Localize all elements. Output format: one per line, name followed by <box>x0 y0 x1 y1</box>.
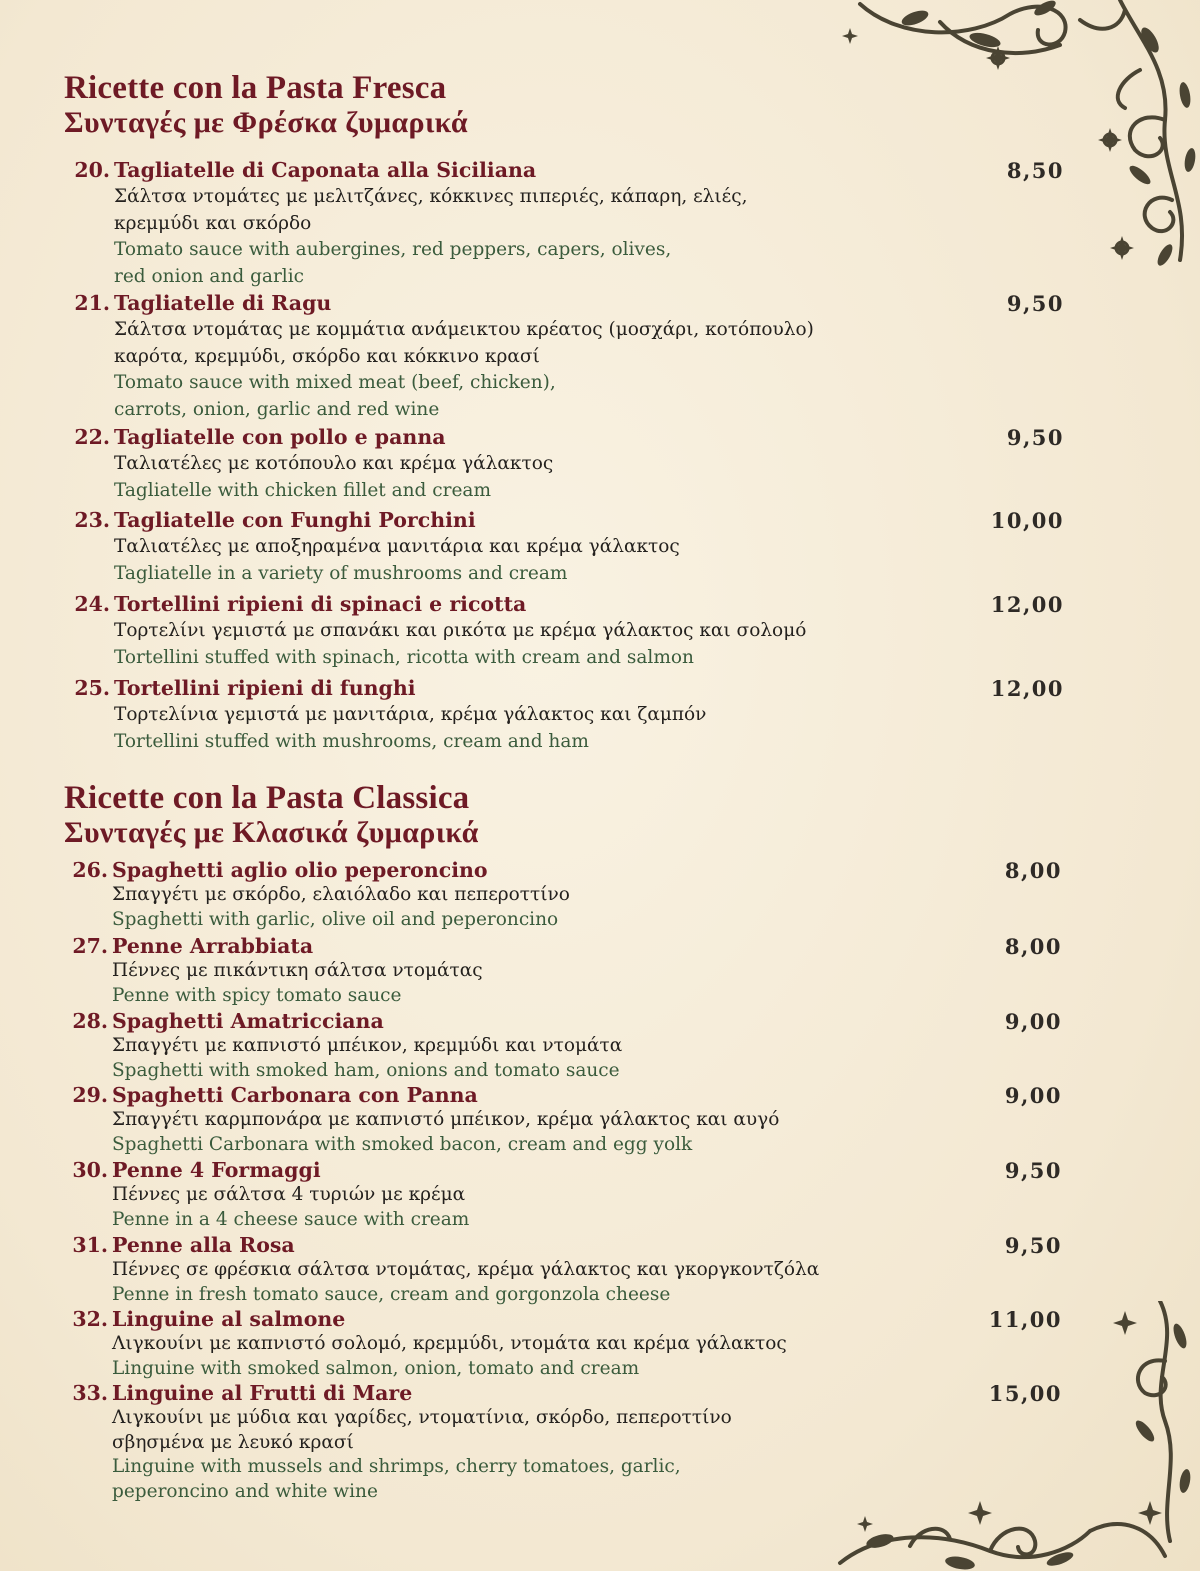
item-number: 32. <box>72 1307 108 1331</box>
item-description-english: peperoncino and white wine <box>112 1480 378 1502</box>
item-description-english: Penne in a 4 cheese sauce with cream <box>112 1208 470 1230</box>
menu-item <box>62 1233 1062 1307</box>
item-price: 9,50 <box>1006 291 1064 316</box>
item-price: 8,50 <box>1006 158 1064 183</box>
section-title: Ricette con la Pasta Fresca <box>64 70 447 106</box>
item-price: 9,00 <box>1004 1009 1062 1034</box>
item-description-english: Spaghetti with garlic, olive oil and peperoncino <box>112 908 559 930</box>
item-price: 12,00 <box>990 676 1064 701</box>
item-description-greek: Σάλτσα ντομάτας με κομμάτια ανάμεικτου κρέατος (μοσχάρι, κοτόπουλο) <box>114 319 814 340</box>
menu-item <box>62 858 1062 932</box>
item-name: Spaghetti Carbonara con Panna <box>112 1083 478 1107</box>
item-number: 27. <box>72 934 108 958</box>
item-number: 21. <box>74 291 110 315</box>
item-description-english: Tomato sauce with mixed meat (beef, chicken), <box>114 372 556 393</box>
item-number: 33. <box>72 1381 108 1405</box>
item-price: 12,00 <box>990 592 1064 617</box>
item-description-greek: Λιγκουίνι με μύδια και γαρίδες, ντοματίνια, σκόρδο, πεπεροττίνο <box>112 1407 732 1428</box>
item-name: Tagliatelle con pollo e panna <box>114 425 446 449</box>
item-description-greek: Σπαγγέτι καρμπονάρα με καπνιστό μπέικον, κρέμα γάλακτος και αυγό <box>112 1109 780 1130</box>
item-name: Tortellini ripieni di funghi <box>114 676 416 700</box>
item-number: 26. <box>72 858 108 882</box>
item-description-english: Spaghetti with smoked ham, onions and tomato sauce <box>112 1059 620 1081</box>
menu-item <box>64 157 1064 290</box>
item-number: 22. <box>74 425 110 449</box>
menu-item <box>62 1083 1062 1157</box>
menu-item <box>62 1307 1062 1381</box>
item-description-english: Penne with spicy tomato sauce <box>112 984 402 1006</box>
item-description-english: Tomato sauce with aubergines, red peppers, capers, olives, <box>114 239 672 260</box>
item-price: 15,00 <box>988 1381 1062 1406</box>
item-description-greek: Ταλιατέλες με αποξηραμένα μανιτάρια και κρέμα γάλακτος <box>114 536 680 557</box>
item-description-greek: καρότα, κρεμμύδι, σκόρδο και κόκκινο κρασί <box>114 345 540 367</box>
item-name: Spaghetti Amatricciana <box>112 1009 384 1033</box>
section-subtitle: Συνταγές με Κλασικά ζυμαρικά <box>64 816 479 849</box>
item-price: 8,00 <box>1004 934 1062 959</box>
item-name: Penne 4 Formaggi <box>112 1158 321 1182</box>
item-description-greek: Πέννες σε φρέσκια σάλτσα ντομάτας, κρέμα γάλακτος και γκοργκοντζόλα <box>112 1259 820 1280</box>
item-description-english: carrots, onion, garlic and red wine <box>114 398 440 420</box>
item-name: Spaghetti aglio olio peperoncino <box>112 858 488 882</box>
section-header-pasta-fresca <box>64 70 468 139</box>
item-number: 23. <box>74 508 110 532</box>
item-name: Penne Arrabbiata <box>112 934 314 958</box>
item-price: 9,50 <box>1004 1233 1062 1258</box>
menu-item <box>64 591 1064 671</box>
menu-item <box>64 675 1064 755</box>
item-name: Penne alla Rosa <box>112 1233 295 1257</box>
item-number: 20. <box>74 158 110 182</box>
item-description-english: Linguine with smoked salmon, onion, tomato and cream <box>112 1357 640 1379</box>
section-subtitle: Συνταγές με Φρέσκα ζυμαρικά <box>64 106 468 139</box>
item-description-english: Penne in fresh tomato sauce, cream and gorgonzola cheese <box>112 1283 671 1305</box>
item-description-greek: Τορτελίνια γεμιστά με μανιτάρια, κρέμα γάλακτος και ζαμπόν <box>114 704 707 725</box>
item-number: 24. <box>74 592 110 616</box>
item-description-english: Tortellini stuffed with spinach, ricotta with cream and salmon <box>114 646 694 668</box>
item-description-greek: Σπαγγέτι με καπνιστό μπέικον, κρεμμύδι και ντομάτα <box>112 1035 623 1056</box>
menu-item <box>62 1009 1062 1083</box>
item-description-greek: Πέννες με σάλτσα 4 τυριών με κρέμα <box>112 1184 466 1205</box>
item-description-greek: κρεμμύδι και σκόρδο <box>114 212 312 234</box>
item-price: 9,00 <box>1004 1083 1062 1108</box>
menu-item <box>62 1158 1062 1232</box>
menu-item <box>64 290 1064 423</box>
item-name: Tortellini ripieni di spinaci e ricotta <box>114 592 527 616</box>
item-description-english: Linguine with mussels and shrimps, cherry tomatoes, garlic, <box>112 1456 681 1477</box>
item-description-greek: Ταλιατέλες με κοτόπουλο και κρέμα γάλακτος <box>114 453 554 474</box>
item-description-english: Tortellini stuffed with mushrooms, cream and ham <box>114 730 589 752</box>
item-price: 8,00 <box>1004 858 1062 883</box>
item-name: Tagliatelle di Ragu <box>114 291 332 315</box>
item-number: 28. <box>72 1009 108 1033</box>
item-description-greek: Πέννες με πικάντικη σάλτσα ντομάτας <box>112 960 483 981</box>
item-name: Linguine al Frutti di Mare <box>112 1381 413 1405</box>
item-description-english: Tagliatelle with chicken fillet and cream <box>114 479 492 501</box>
item-description-greek: Λιγκουίνι με καπνιστό σολομό, κρεμμύδι, ντομάτα και κρέμα γάλακτος <box>112 1333 787 1354</box>
menu-item <box>62 1381 1062 1504</box>
item-number: 30. <box>72 1158 108 1182</box>
menu-item <box>64 424 1064 504</box>
item-description-greek: Τορτελίνι γεμιστά με σπανάκι και ρικότα με κρέμα γάλακτος και σολομό <box>114 620 807 641</box>
item-description-greek: σβησμένα με λευκό κρασί <box>112 1431 354 1453</box>
item-description-english: red onion and garlic <box>114 265 304 287</box>
item-description-greek: Σπαγγέτι με σκόρδο, ελαιόλαδο και πεπεροττίνο <box>112 884 570 905</box>
item-number: 29. <box>72 1083 108 1107</box>
item-description-greek: Σάλτσα ντομάτες με μελιτζάνες, κόκκινες πιπεριές, κάπαρη, ελιές, <box>114 186 748 207</box>
item-price: 11,00 <box>988 1307 1062 1332</box>
item-number: 25. <box>74 676 110 700</box>
item-price: 10,00 <box>990 508 1064 533</box>
item-number: 31. <box>72 1233 108 1257</box>
item-name: Linguine al salmone <box>112 1307 346 1331</box>
section-header-pasta-classica <box>64 780 479 849</box>
item-description-english: Tagliatelle in a variety of mushrooms and cream <box>114 562 568 584</box>
menu-item <box>62 934 1062 1008</box>
item-price: 9,50 <box>1004 1158 1062 1183</box>
item-name: Tagliatelle con Funghi Porchini <box>114 508 476 532</box>
menu-item <box>64 507 1064 587</box>
item-description-english: Spaghetti Carbonara with smoked bacon, cream and egg yolk <box>112 1133 693 1155</box>
section-title: Ricette con la Pasta Classica <box>64 780 470 816</box>
item-price: 9,50 <box>1006 425 1064 450</box>
item-name: Tagliatelle di Caponata alla Siciliana <box>114 158 537 182</box>
